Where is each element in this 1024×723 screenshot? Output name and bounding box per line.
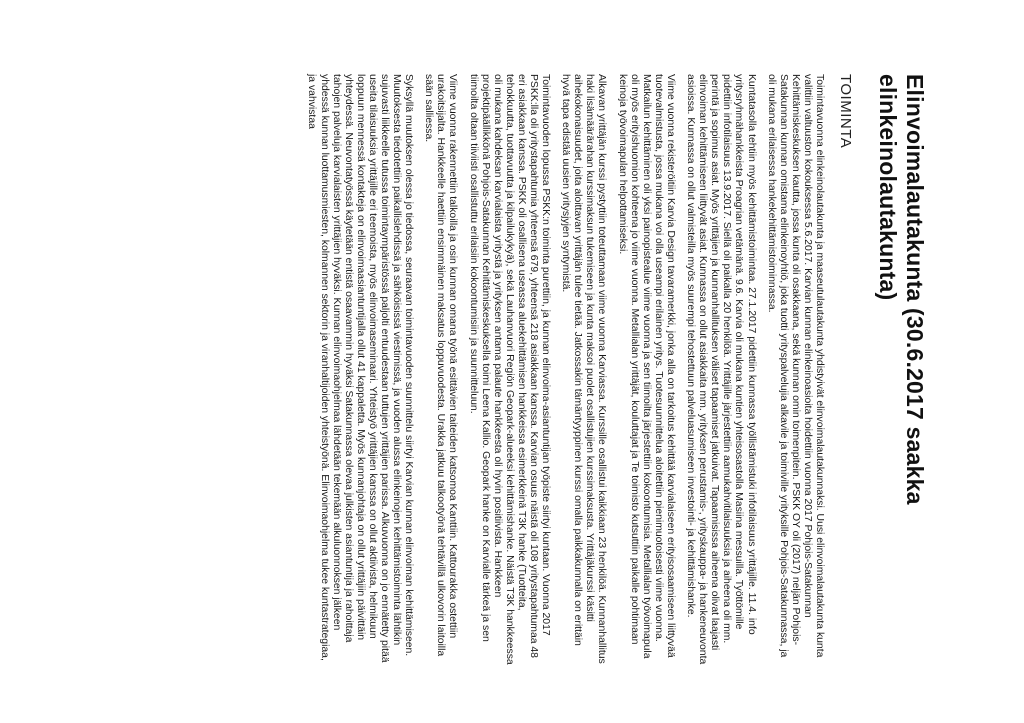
- paragraph: Viime vuonna rakennettiin talkoilla ja osin kunnan omana työnä esittävien taiteiden katsomoa Kanttiin. Kattourakka ostettiin urakoitsijalta. Hankkeelle haettiin ensimmäinen maksatus loppuvuodesta. Urakka jatkuu talkootyönä tehtävillä ulkovorin laitoilla sään salliessa.: [423, 74, 459, 657]
- paragraph: Kuntatasolla tehtiin myös kehittämistoimintaa. 27.1.2017 pidettiin kunnassa työllistämistuki infotilaisuus yrittäjille. 11.4. info yritysryhmähankkeista Proagrian vetämänä. 9.6. Karvia oli mukana kuntien yhteisosastolla Masiina messuilla. Työttömille pidettiin infotilaisuus 13.9.2017. Siellä oli paikalla 20 henkilöä. Yrittäjille järjestettiin aamukahvitilaisuuksia ja aiheena oli mm. perintä ja sopimus asiat. Myös yrittäjien ja kunnanhallituksen väliset tapaamiset jatkuivat. Tapaamisissa aiheena olivat laajasti elinvoiman kehittämiseen liittyvät asiat. Kunnassa on ollut asiakkaita mm. yrityksen perustamis-, yrityskauppa- ja hankeneuvonta asioissa. Kunnassa on ollut valmisteilla myös suurempi tehostettuun palveluasumiseen investointi- ja kehittämishanke.: [685, 74, 757, 665]
- paragraph: Toimintavuoden lopussa PSKK:n toiminta purettiin, ja kunnan elinvoima-asiantuntijan työpiste siirtyi kuntaan. Vuonna 2017 PSKK:lla oli yritystapahtumia yhteensä 679, yhteensä 218 asiakkaan kanssa. Karvian osuus näistä oli 108 yritystapahtumaa 48 eri asiakkaan kanssa. PSKK oli osallisena useassa aluekehittämisen hankkeissa esimerkkeinä T3K hanke (Tuotteita, tehokkuutta, tuottavuutta ja kilpailukykyä), sekä Lauhanvuori Regiön Geopark-alueeksi kehittämishanke. Näistä T3K hankkeessa oli mukana kahdeksan karvialaista yritystä ja yrityksen antama palaute hankkeesta oli hyvin positiivista. Hankkeen projektipäällikkönä Pohjois-Satakunnan Kehittämiskeskuksella toimi Leena Kallio. Geopark hanke on Karvialle tärkeä ja sen tiimoilta oltaan tiiviisti osallistuttu erilaisiin kokoontumisiin ja suunnitteluun.: [467, 74, 552, 665]
- paragraph: Syksyllä muutoksen olessa jo tiedossa, seuraavan toimintavuoden suunnittelu siirtyi Karvian kunnan elinvoiman kehittämiseen. Muutoksesta tiedotettiin paikallislehdissä ja sähköisissä viestimissä, ja vuoden alussa elinkeinojen kehittämistoiminta lähtikin sujuvasti liikkeelle tutussa toimintaympäristössä paljolti entuudestaan tuttujen yrittäjien parissa. Alkuvuonna on jo ennätetty pitää useita tilaisuuksia yrittäjille eri teemoista, myös elinvoimaseminaari. Yhteistyö yrittäjien kanssa on ollut aktiivista, helmikuun loppuun mennessä kontakteja on elinvoimaasiantuntijalla ollut 41 kappaletta. Myös kunnanjohtaja on ollut yrittäjiin päivittäin yhteydessä. Neuvontatyössä käytetään entistä osaavammin hyväksi Satakunnassa olevaa julkisten asiantuntija ja rahoittaja tahojen palveluja karvialaisten yrittäjien hyväksi. Kunnan elinvoimaohjelmaa lähdetään tekemään alkuluonnoksen jälkeen yhdessä kunnan luottamusmiesten, kolmannen sektorin ja viranhaltijoiden yhteistyönä. Elinvoimaohjelma tukee kuntastrategiaa, ja vahvistaa: [306, 74, 415, 663]
- paragraph: Alkavan yrittäjän kurssi pystyttiin toteuttamaan viime vuonna Karviassa. Kurssille osallistui kaikkiaan 23 henkilöä. Kunnanhallitus haki lisämäärärahan kurssimaksun tukemiseen ja kunta maksoi puolet osallistujien kurssimaksusta. Yrittäjäkurssi käsitti aihekokonaisuudet, joita aloittavan yrittäjän tulee tietää. Jatkossakin tämäntyyppinen kurssi omalla paikkakunnalla on erittäin hyvä tapa edistää uusien yritysjyjen syntymistä.: [560, 74, 608, 664]
- paragraph: Toimintavuonna elinkeinolautakunta ja maaseutulautakunta yhdistyivät elinvoimalautakunnaksi. Uusi elinvoimalautakunta kunta valittiin valtuuston kokouksessa 5.6.2017. Karvian kunnan elinkeinoasioita hoidettiin vuonna 2017 Pohjois-Satakunnan Kehittämiskeskuksen kautta, jossa kunta oli osakkaana, sekä kunnan omin toimenpitein. PSKK OY oli (2017) neljän Pohjois-Satakunnan kunnan omistama elinkeinoyhtiö, joka tuotti yrityspalvelujia alkavile ja toimiville yrityksille Pohjois-Satakunnassa, ja oli mukana erilaisessa hankekehittämistoiminnassa.: [765, 74, 825, 658]
- paragraph: Viime vuonna rekisteröitiin Karvia Design tavaramerkki, jonka alla on tarkoitus kehittää karvialaiseen erityisosaamiseen liittyvää tuotevalmistusta, jossa mukana voi olla useampi erilainen yritys. Tuotesuunnittelua aloitettiin pienimuotoisesti viime vuonna. Matkailun kehittäminen oli yksi painopistealue viime vuonna ja sen tiimoilta järjestettiin kokoontumisia. Metallialan työvoimapula oli myös erityishuomion kohteena jo viime vuonna. Metallialan yrittäjät, kouluttajat ja Te toimisto kutsuttiin paikalle pohtimaan keinoja työvoimapulan helpottamiseksi.: [616, 74, 676, 659]
- page-title: Elinvoimalautakunta (30.6.2017 saakka elinkeinolautakunta): [875, 74, 928, 505]
- section-heading: TOIMINTA: [837, 74, 854, 149]
